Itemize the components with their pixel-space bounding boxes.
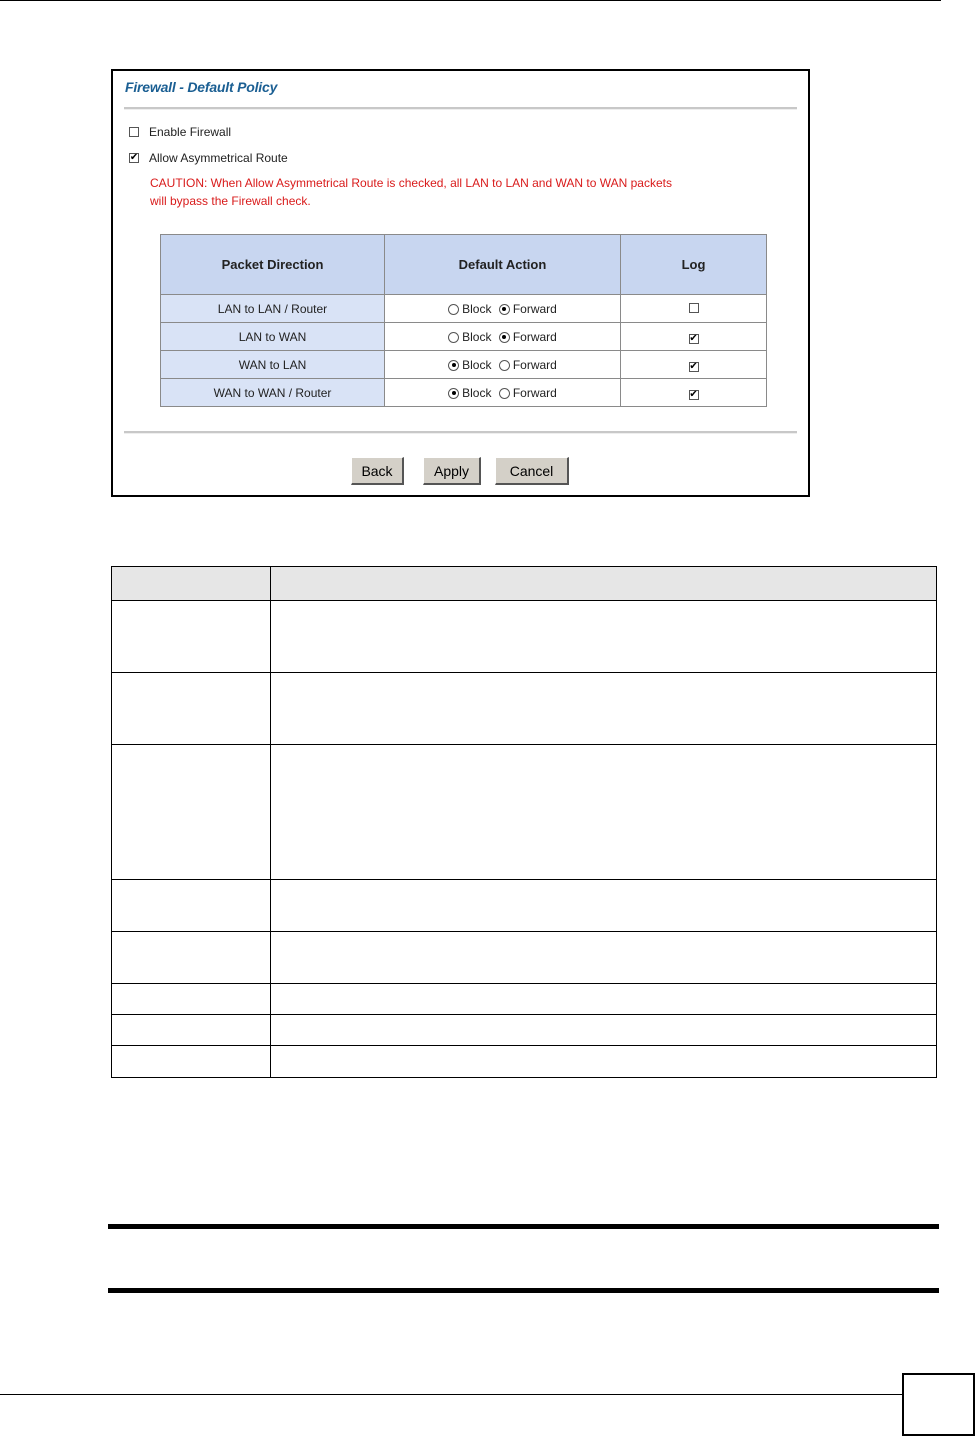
note-bottom-rule bbox=[108, 1288, 939, 1293]
table-row bbox=[112, 1015, 937, 1046]
action-cell bbox=[385, 323, 621, 351]
page-title: Firewall - Default Policy bbox=[125, 79, 278, 95]
direction-cell: LAN to WAN bbox=[161, 323, 385, 351]
block-label: Block bbox=[462, 329, 492, 344]
table-row bbox=[112, 601, 937, 673]
default-policy-table bbox=[160, 234, 767, 407]
description-cell bbox=[271, 880, 937, 932]
enable-firewall-option[interactable] bbox=[129, 125, 231, 139]
log-checkbox[interactable]: ✔ bbox=[689, 332, 698, 344]
label-cell bbox=[112, 673, 271, 745]
table-row bbox=[112, 880, 937, 932]
forward-label: Forward bbox=[512, 301, 557, 316]
direction-cell: LAN to LAN / Router bbox=[161, 295, 385, 323]
apply-button[interactable]: Apply bbox=[423, 457, 481, 485]
asymmetrical-route-option[interactable] bbox=[129, 151, 288, 165]
log-checkbox[interactable]: ✔ bbox=[689, 360, 698, 372]
label-cell bbox=[112, 745, 271, 880]
header-default-action: Default Action bbox=[385, 235, 621, 295]
block-radio[interactable] bbox=[448, 332, 459, 343]
forward-radio[interactable] bbox=[499, 360, 510, 371]
description-cell bbox=[271, 1046, 937, 1078]
log-cell bbox=[621, 379, 767, 407]
asymmetrical-route-checkbox[interactable]: ✔ bbox=[129, 152, 139, 163]
description-cell bbox=[271, 673, 937, 745]
action-cell bbox=[385, 379, 621, 407]
cancel-button[interactable]: Cancel bbox=[495, 457, 569, 485]
block-radio[interactable] bbox=[448, 360, 459, 371]
forward-label: Forward bbox=[512, 357, 557, 372]
block-radio[interactable] bbox=[448, 388, 459, 399]
table-row bbox=[161, 379, 767, 407]
table-row bbox=[112, 1046, 937, 1078]
log-checkbox[interactable] bbox=[689, 303, 699, 313]
header-cell bbox=[112, 567, 271, 601]
description-table bbox=[111, 566, 937, 1078]
label-cell bbox=[112, 880, 271, 932]
divider bbox=[124, 107, 797, 110]
header-packet-direction: Packet Direction bbox=[161, 235, 385, 295]
label-cell bbox=[112, 1046, 271, 1078]
divider bbox=[124, 431, 797, 434]
block-label: Block bbox=[462, 385, 492, 400]
header-log: Log bbox=[621, 235, 767, 295]
description-cell bbox=[271, 932, 937, 984]
action-cell bbox=[385, 295, 621, 323]
page-number-box bbox=[902, 1373, 975, 1436]
table-row bbox=[161, 295, 767, 323]
description-cell bbox=[271, 745, 937, 880]
table-row bbox=[112, 745, 937, 880]
enable-firewall-label: Enable Firewall bbox=[149, 125, 232, 139]
log-cell bbox=[621, 295, 767, 323]
firewall-screenshot bbox=[111, 69, 810, 497]
top-rule bbox=[0, 0, 941, 1]
enable-firewall-checkbox[interactable] bbox=[129, 127, 139, 137]
direction-cell: WAN to WAN / Router bbox=[161, 379, 385, 407]
table-header-row bbox=[112, 567, 937, 601]
back-button[interactable]: Back bbox=[351, 457, 404, 485]
footer-rule bbox=[0, 1394, 902, 1395]
description-cell bbox=[271, 1015, 937, 1046]
label-cell bbox=[112, 601, 271, 673]
block-radio[interactable] bbox=[448, 304, 459, 315]
forward-radio[interactable] bbox=[499, 388, 510, 399]
log-cell bbox=[621, 351, 767, 379]
label-cell bbox=[112, 1015, 271, 1046]
table-row bbox=[112, 984, 937, 1015]
table-row bbox=[161, 323, 767, 351]
forward-label: Forward bbox=[512, 329, 557, 344]
label-cell bbox=[112, 984, 271, 1015]
forward-radio[interactable] bbox=[499, 304, 510, 315]
asymmetrical-route-label: Allow Asymmetrical Route bbox=[149, 151, 288, 165]
table-row bbox=[112, 673, 937, 745]
block-label: Block bbox=[462, 357, 492, 372]
header-cell bbox=[271, 567, 937, 601]
forward-label: Forward bbox=[512, 385, 557, 400]
note-top-rule bbox=[108, 1224, 939, 1229]
table-row bbox=[161, 351, 767, 379]
caution-line: will bypass the Firewall check. bbox=[150, 194, 311, 208]
log-checkbox[interactable]: ✔ bbox=[689, 388, 698, 400]
description-cell bbox=[271, 601, 937, 673]
log-cell bbox=[621, 323, 767, 351]
direction-cell: WAN to LAN bbox=[161, 351, 385, 379]
label-cell bbox=[112, 932, 271, 984]
caution-line: CAUTION: When Allow Asymmetrical Route is checked, all LAN to LAN and WAN to WAN packets bbox=[150, 176, 672, 190]
caution-text bbox=[150, 174, 800, 210]
action-cell bbox=[385, 351, 621, 379]
block-label: Block bbox=[462, 301, 492, 316]
forward-radio[interactable] bbox=[499, 332, 510, 343]
description-cell bbox=[271, 984, 937, 1015]
table-row bbox=[112, 932, 937, 984]
